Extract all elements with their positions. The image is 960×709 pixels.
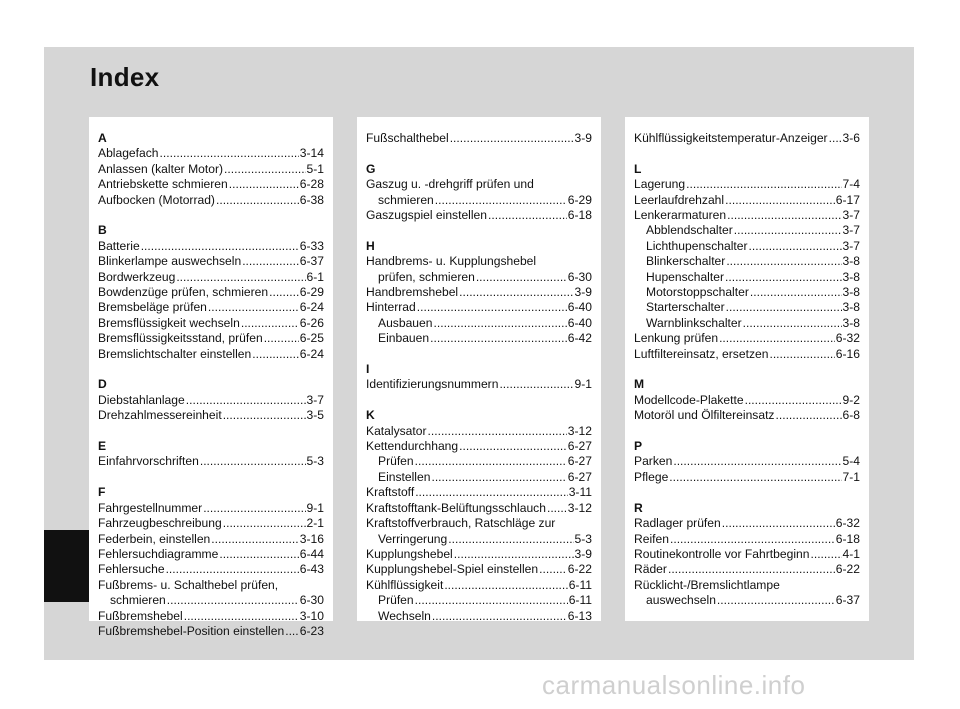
dot-leader — [488, 208, 567, 223]
index-entry-term: Modellcode-Plakette — [634, 392, 744, 407]
index-entry-term: Starterschalter — [646, 300, 725, 315]
index-entry — [634, 347, 860, 362]
index-entry-term: Kühlflüssigkeitstemperatur-Anzeiger — [634, 131, 828, 145]
index-entry-term: Hupenschalter — [646, 269, 724, 284]
index-entry-line: Gaszug u. -drehgriff prüfen und — [366, 177, 534, 192]
index-entry-page: 3-5 — [306, 408, 324, 423]
index-entry-page: 5-3 — [574, 531, 592, 546]
dot-leader — [200, 454, 306, 469]
index-entry-page: 6-28 — [299, 177, 324, 192]
dot-leader — [810, 547, 841, 562]
index-entry-page: 6-1 — [306, 269, 324, 284]
index-entry-term: Kupplungshebel-Spiel einstellen — [366, 562, 539, 577]
dot-leader — [726, 254, 841, 269]
dot-leader — [203, 501, 305, 516]
index-entry — [98, 239, 324, 254]
index-entry-page: 3-7 — [842, 238, 860, 253]
index-entry-term: Hinterrad — [366, 300, 416, 315]
dot-leader — [476, 270, 567, 285]
dot-leader — [166, 562, 299, 577]
index-entry — [98, 593, 324, 608]
index-entry-page: 6-18 — [835, 531, 860, 546]
index-entry-term: Blinkerschalter — [646, 254, 726, 269]
index-entry-page: 6-43 — [299, 562, 324, 577]
dot-leader — [717, 593, 835, 608]
dot-leader — [428, 424, 567, 439]
index-entry-page: 6-26 — [299, 315, 324, 330]
index-entry — [366, 501, 592, 516]
index-entry — [366, 593, 592, 608]
index-entry-page: 3-12 — [567, 500, 592, 515]
index-entry — [98, 162, 324, 177]
index-entry — [634, 177, 860, 192]
dot-leader — [669, 470, 841, 485]
index-entry-term: Bremsbeläge prüfen — [98, 300, 207, 315]
index-letter-heading: A — [98, 131, 107, 145]
index-entry-term: Bordwerkzeug — [98, 269, 176, 284]
index-entry-term: Diebstahlanlage — [98, 392, 185, 407]
index-entry-page: 6-11 — [568, 593, 592, 608]
dot-leader — [726, 300, 842, 315]
index-entry — [634, 285, 860, 300]
index-entry-term: Bowdenzüge prüfen, schmieren — [98, 285, 269, 300]
dot-leader — [160, 146, 299, 161]
index-entry — [98, 285, 324, 300]
index-entry — [366, 454, 592, 469]
index-entry — [366, 193, 592, 208]
index-entry-page: 6-32 — [835, 516, 860, 531]
index-entry — [366, 316, 592, 331]
index-entry-page: 3-12 — [567, 423, 592, 438]
dot-leader — [745, 393, 842, 408]
index-entry — [634, 270, 860, 285]
dot-leader — [415, 454, 567, 469]
index-entry — [98, 146, 324, 161]
index-entry-term: Kraftstoff — [366, 485, 415, 500]
index-entry-page: 6-44 — [299, 546, 324, 561]
index-letter-heading: F — [98, 485, 106, 500]
dot-leader — [431, 470, 566, 485]
dot-leader — [454, 547, 574, 562]
index-entry-page: 5-3 — [306, 454, 324, 469]
index-entry-page: 6-37 — [299, 254, 324, 269]
index-entry — [98, 331, 324, 346]
index-column-2 — [357, 117, 601, 621]
index-entry-term: Räder — [634, 562, 667, 577]
dot-leader — [285, 624, 299, 639]
index-entry-term: auswechseln — [646, 593, 716, 608]
index-entry — [98, 624, 324, 639]
index-entry — [634, 300, 860, 315]
watermark: carmanualsonline.info — [542, 670, 806, 700]
index-entry-term: Warnblinkschalter — [646, 315, 742, 330]
index-entry-page: 6-22 — [567, 562, 592, 577]
index-entry-page: 6-37 — [835, 593, 860, 608]
index-entry-term: Federbein, einstellen — [98, 531, 211, 546]
index-entry — [98, 501, 324, 516]
index-entry-term: Parken — [634, 454, 673, 469]
dot-leader — [216, 193, 299, 208]
index-entry — [98, 393, 324, 408]
index-entry — [98, 300, 324, 315]
index-entry — [366, 424, 592, 439]
index-entry-term: Radlager prüfen — [634, 516, 721, 531]
dot-leader — [252, 347, 299, 362]
index-entry — [634, 393, 860, 408]
index-entry-term: Kupplungshebel — [366, 546, 453, 561]
dot-leader — [211, 532, 299, 547]
dot-leader — [167, 593, 299, 608]
index-entry — [634, 331, 860, 346]
index-entry-line: Kraftstoffverbrauch, Ratschläge zur — [366, 516, 556, 531]
dot-leader — [459, 285, 573, 300]
dot-leader — [208, 300, 299, 315]
dot-leader — [432, 609, 567, 624]
index-entry-term: Katalysator — [366, 423, 427, 438]
index-entry-page: 6-24 — [299, 300, 324, 315]
dot-leader — [668, 562, 835, 577]
index-entry — [634, 547, 860, 562]
dot-leader — [673, 454, 841, 469]
index-entry-page: 3-9 — [574, 285, 592, 300]
index-entry-page: 6-16 — [835, 346, 860, 361]
index-entry — [634, 239, 860, 254]
index-entry-term: Ausbauen — [378, 315, 433, 330]
index-entry-page: 4-1 — [842, 546, 860, 561]
index-entry-page: 6-22 — [835, 562, 860, 577]
index-entry — [98, 532, 324, 547]
index-entry-term: Antriebskette schmieren — [98, 177, 228, 192]
index-entry — [634, 316, 860, 331]
index-entry-page: 6-25 — [299, 331, 324, 346]
index-entry-term: Fußbremshebel-Position einstellen — [98, 623, 285, 638]
index-entry — [634, 532, 860, 547]
index-entry — [634, 193, 860, 208]
index-entry-term: Motorstoppschalter — [646, 285, 749, 300]
dot-leader — [727, 208, 841, 223]
index-entry-page: 3-10 — [299, 608, 324, 623]
index-entry-term: Leerlaufdrehzahl — [634, 192, 725, 207]
index-entry-page: 3-16 — [299, 531, 324, 546]
index-entry-term: Blinkerlampe auswechseln — [98, 254, 242, 269]
dot-leader — [223, 408, 306, 423]
index-entry-term: Aufbocken (Motorrad) — [98, 192, 215, 207]
index-letter-heading: D — [98, 377, 107, 392]
index-entry-page: 3-7 — [842, 223, 860, 238]
index-entry-term: Wechseln — [378, 608, 431, 623]
index-entry-page: 3-8 — [842, 254, 860, 269]
index-entry — [366, 377, 592, 392]
index-entry — [366, 300, 592, 315]
index-entry — [98, 454, 324, 469]
index-entry — [366, 485, 592, 500]
index-column-1 — [89, 117, 333, 638]
index-entry-page: 6-8 — [842, 408, 860, 423]
index-entry-page: 6-27 — [567, 454, 592, 469]
index-entry-term: Einstellen — [378, 469, 431, 484]
index-letter-heading: M — [634, 377, 645, 392]
dot-leader — [829, 131, 842, 146]
index-entry-page: 6-40 — [567, 315, 592, 330]
index-entry-page: 9-1 — [574, 377, 592, 392]
dot-leader — [184, 609, 299, 624]
dot-leader — [749, 239, 842, 254]
index-entry-term: Fußbremshebel — [98, 608, 183, 623]
index-entry-page: 6-38 — [299, 192, 324, 207]
index-entry — [634, 131, 860, 146]
index-entry — [634, 408, 860, 423]
index-entry-page: 3-6 — [842, 131, 860, 145]
index-entry — [366, 578, 592, 593]
index-letter-heading: L — [634, 161, 642, 176]
index-entry-term: Ablagefach — [98, 146, 159, 161]
index-entry-line: Handbrems- u. Kupplungshebel — [366, 254, 537, 269]
index-entry-term: Fahrgestellnummer — [98, 500, 203, 515]
dot-leader — [223, 516, 306, 531]
index-entry-page: 6-30 — [299, 593, 324, 608]
index-letter-heading: P — [634, 439, 643, 454]
index-entry — [366, 532, 592, 547]
dot-leader — [433, 316, 566, 331]
index-entry-page: 3-8 — [842, 269, 860, 284]
index-entry — [366, 331, 592, 346]
index-entry — [634, 254, 860, 269]
index-entry — [634, 516, 860, 531]
index-entry-page: 5-4 — [842, 454, 860, 469]
index-entry-term: Kraftstofftank-Belüftungsschlauch — [366, 500, 546, 515]
index-entry — [634, 593, 860, 608]
dot-leader — [269, 285, 299, 300]
index-entry-term: Luftfiltereinsatz, ersetzen — [634, 346, 769, 361]
index-entry-term: Bremslichtschalter einstellen — [98, 346, 252, 361]
index-entry — [634, 454, 860, 469]
index-entry-term: Anlassen (kalter Motor) — [98, 161, 224, 176]
index-entry-page: 6-42 — [567, 331, 592, 346]
index-entry-term: Motoröl und Ölfiltereinsatz — [634, 408, 775, 423]
index-entry-page: 6-32 — [835, 331, 860, 346]
index-letter-heading: E — [98, 439, 107, 454]
index-entry-term: Kettendurchhang — [366, 439, 459, 454]
index-entry-term: Bremsflüssigkeit wechseln — [98, 315, 240, 330]
page-title: Index — [90, 62, 160, 92]
index-entry — [366, 285, 592, 300]
index-entry-page: 6-13 — [567, 608, 592, 623]
dot-leader — [417, 300, 567, 315]
index-entry-page: 6-18 — [567, 208, 592, 223]
index-entry-term: Einbauen — [378, 331, 430, 346]
index-entry-page: 2-1 — [306, 516, 324, 531]
index-entry — [98, 347, 324, 362]
dot-leader — [141, 239, 299, 254]
dot-leader — [219, 547, 298, 562]
dot-leader — [459, 439, 567, 454]
index-entry-page: 3-7 — [842, 208, 860, 223]
index-entry-term: prüfen, schmieren — [378, 269, 475, 284]
index-entry-page: 3-14 — [299, 146, 324, 161]
index-entry-term: Pflege — [634, 469, 669, 484]
index-entry — [98, 316, 324, 331]
index-entry-page: 6-40 — [567, 300, 592, 315]
dot-leader — [750, 285, 842, 300]
dot-leader — [775, 408, 841, 423]
index-letter-heading: B — [98, 223, 107, 238]
dot-leader — [722, 516, 835, 531]
index-entry-page: 6-11 — [568, 577, 592, 592]
index-entry-term: Prüfen — [378, 593, 414, 608]
index-entry — [366, 547, 592, 562]
index-letter-heading: H — [366, 238, 375, 253]
dot-leader — [229, 177, 299, 192]
index-entry — [98, 254, 324, 269]
index-entry-page: 3-8 — [842, 315, 860, 330]
index-letter-heading: I — [366, 362, 370, 377]
index-entry-term: Drehzahlmessereinheit — [98, 408, 222, 423]
index-entry-term: schmieren — [110, 593, 166, 608]
index-entry-term: Lichthupenschalter — [646, 238, 748, 253]
index-column-3 — [625, 117, 869, 621]
index-entry-term: Fehlersuchdiagramme — [98, 546, 219, 561]
index-entry-term: Fehlersuche — [98, 562, 165, 577]
index-entry — [98, 516, 324, 531]
index-entry — [634, 562, 860, 577]
index-entry-page: 6-27 — [567, 469, 592, 484]
index-entry-page: 6-17 — [835, 192, 860, 207]
index-entry — [366, 562, 592, 577]
index-entry — [366, 470, 592, 485]
index-entry-page: 6-29 — [567, 192, 592, 207]
index-letter-heading: R — [634, 500, 643, 515]
dot-leader — [186, 393, 306, 408]
index-entry — [98, 193, 324, 208]
index-entry-page: 5-1 — [306, 161, 324, 176]
index-entry-page: 6-27 — [567, 439, 592, 454]
index-entry-page: 6-30 — [567, 269, 592, 284]
index-entry-term: Batterie — [98, 238, 140, 253]
dot-leader — [670, 532, 835, 547]
dot-leader — [725, 193, 835, 208]
index-entry — [98, 547, 324, 562]
index-entry-page: 7-1 — [842, 469, 860, 484]
index-entry-page: 7-4 — [842, 177, 860, 192]
index-entry-term: Lagerung — [634, 177, 686, 192]
index-entry-page: 3-8 — [842, 300, 860, 315]
index-entry-page: 3-9 — [574, 131, 592, 145]
dot-leader — [547, 501, 567, 516]
dot-leader — [743, 316, 842, 331]
index-entry — [366, 439, 592, 454]
index-entry-term: Einfahrvorschriften — [98, 454, 199, 469]
index-entry-term: schmieren — [378, 192, 434, 207]
index-entry-term: Gaszugspiel einstellen — [366, 208, 488, 223]
dot-leader — [448, 532, 573, 547]
dot-leader — [224, 162, 306, 177]
index-entry-term: Handbremshebel — [366, 285, 459, 300]
dot-leader — [264, 331, 299, 346]
dot-leader — [719, 331, 835, 346]
index-entry-term: Routinekontrolle vor Fahrtbeginn — [634, 546, 810, 561]
dot-leader — [241, 316, 299, 331]
index-entry-page: 3-7 — [306, 392, 324, 407]
index-entry — [634, 470, 860, 485]
index-letter-heading: G — [366, 161, 376, 176]
dot-leader — [415, 485, 568, 500]
index-entry — [634, 223, 860, 238]
index-entry — [98, 562, 324, 577]
dot-leader — [725, 270, 842, 285]
index-entry — [366, 609, 592, 624]
dot-leader — [769, 347, 834, 362]
dot-leader — [430, 331, 567, 346]
index-entry-term: Prüfen — [378, 454, 414, 469]
index-entry-term: Verringerung — [378, 531, 448, 546]
dot-leader — [499, 377, 573, 392]
index-entry — [634, 208, 860, 223]
index-entry-page: 6-24 — [299, 346, 324, 361]
index-entry — [366, 131, 592, 146]
index-entry-page: 9-1 — [306, 500, 324, 515]
index-entry-term: Lenkerarmaturen — [634, 208, 727, 223]
index-entry-page: 6-23 — [299, 623, 324, 638]
index-letter-heading: K — [366, 408, 375, 423]
index-entry-page: 6-33 — [299, 238, 324, 253]
dot-leader — [435, 193, 567, 208]
index-entry-page: 9-2 — [842, 392, 860, 407]
index-entry — [98, 609, 324, 624]
dot-leader — [176, 270, 305, 285]
section-tab-marker — [44, 530, 89, 602]
index-entry-term: Fahrzeugbeschreibung — [98, 516, 222, 531]
index-entry-page: 3-11 — [568, 485, 592, 500]
dot-leader — [734, 223, 842, 238]
index-entry-line: Fußbrems- u. Schalthebel prüfen, — [98, 577, 279, 592]
index-entry-term: Bremsflüssigkeitsstand, prüfen — [98, 331, 263, 346]
index-entry-line: Rücklicht-/Bremslichtlampe — [634, 577, 780, 592]
index-entry-term: Identifizierungsnummern — [366, 377, 499, 392]
index-entry — [366, 270, 592, 285]
index-entry-page: 3-8 — [842, 285, 860, 300]
index-entry-term: Reifen — [634, 531, 669, 546]
index-entry — [98, 270, 324, 285]
dot-leader — [444, 578, 567, 593]
index-entry — [98, 177, 324, 192]
dot-leader — [415, 593, 568, 608]
index-entry-term: Kühlflüssigkeit — [366, 577, 444, 592]
dot-leader — [242, 254, 299, 269]
index-entry — [366, 208, 592, 223]
index-entry-page: 6-29 — [299, 285, 324, 300]
dot-leader — [686, 177, 841, 192]
index-entry-term: Abblendschalter — [646, 223, 733, 238]
index-entry — [98, 408, 324, 423]
index-entry-term: Lenkung prüfen — [634, 331, 719, 346]
index-entry-term: Fußschalthebel — [366, 131, 449, 145]
index-entry-page: 3-9 — [574, 546, 592, 561]
dot-leader — [539, 562, 567, 577]
dot-leader — [450, 131, 574, 146]
